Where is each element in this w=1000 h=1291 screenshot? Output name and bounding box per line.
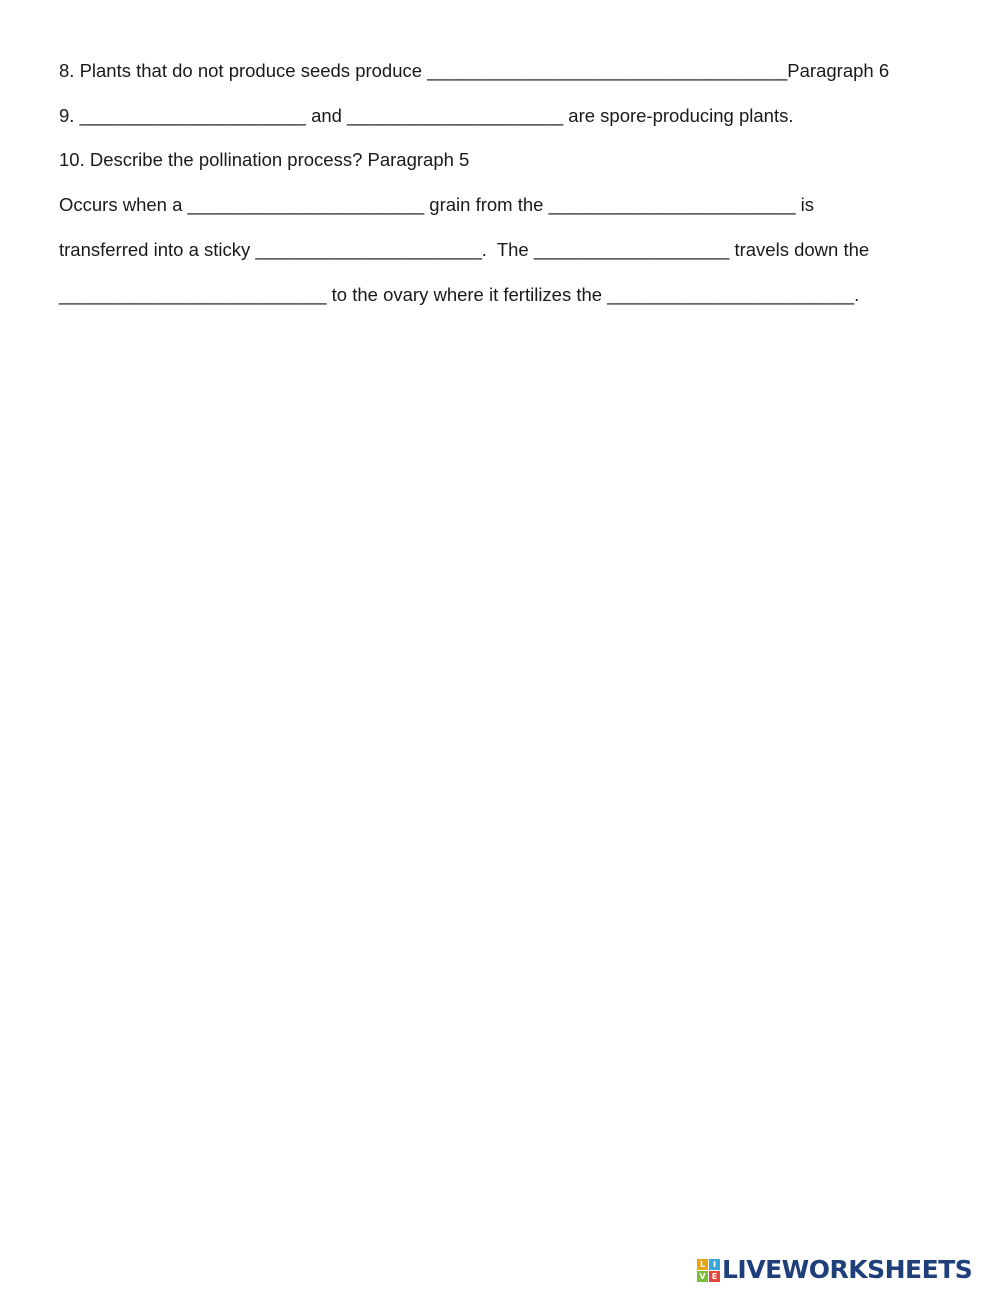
liveworksheets-logo	[697, 1254, 972, 1286]
pollination-line-2: transferred into a sticky ______________________. The ___________________ travels down the	[59, 239, 870, 260]
pollination-line-1: Occurs when a _______________________ grain from the ________________________ is	[59, 194, 815, 215]
logo-square-l: L	[697, 1259, 708, 1270]
question-8: 8. Plants that do not produce seeds produce ___________________________________Paragraph 6	[59, 60, 890, 81]
pollination-line-3: __________________________ to the ovary where it fertilizes the ________________________.	[59, 284, 860, 305]
question-9: 9. ______________________ and _____________________ are spore-producing plants.	[59, 105, 794, 126]
logo-square-e: E	[709, 1271, 720, 1282]
logo-square-v: V	[697, 1271, 708, 1282]
logo-text: LIVEWORKSHEETS	[722, 1255, 973, 1284]
logo-square-i: I	[709, 1259, 720, 1270]
logo-squares-icon	[697, 1259, 720, 1282]
question-10: 10. Describe the pollination process? Paragraph 5	[59, 149, 470, 170]
